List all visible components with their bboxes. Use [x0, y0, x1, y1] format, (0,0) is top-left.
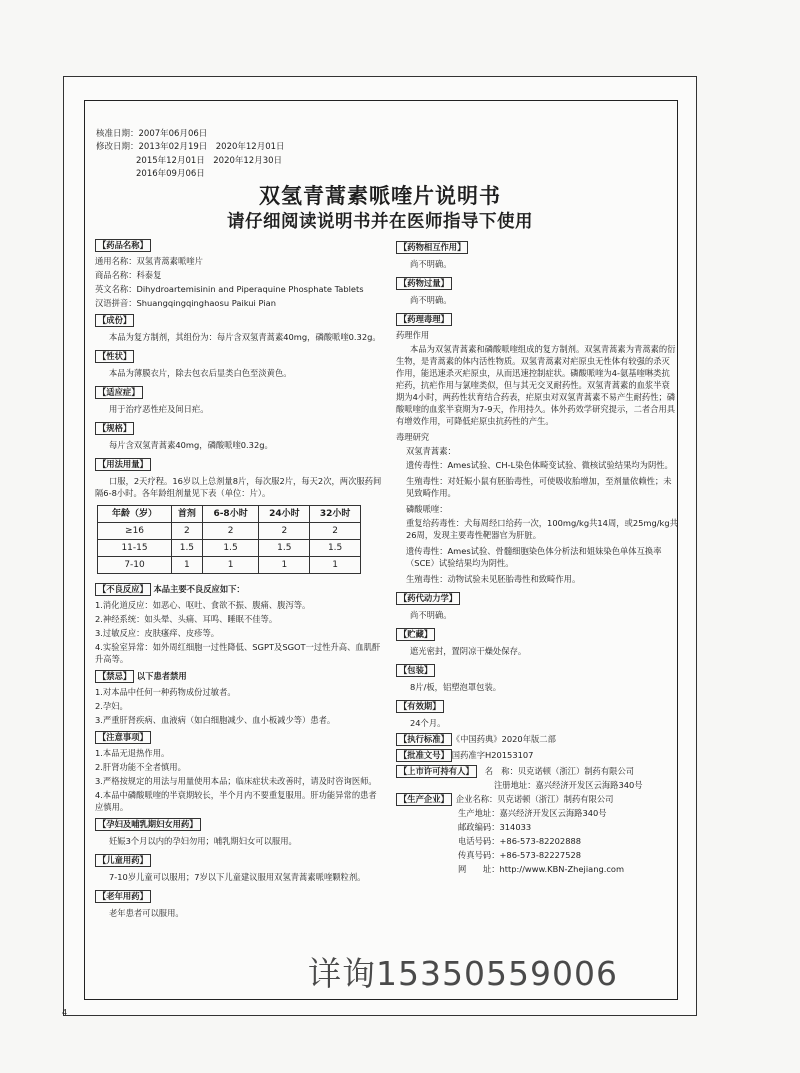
table-cell: 7-10 — [98, 557, 172, 574]
section-pediatric — [95, 851, 383, 883]
section-storage — [396, 625, 678, 657]
section-manufacturer — [396, 793, 678, 875]
list-item: 4.本品中磷酸哌喹的半衰期较长，半个月内不要重复服用。肝功能异常的患者应慎用。 — [95, 790, 377, 812]
table-header-row — [98, 506, 361, 523]
manufacturer-line: 邮政编码：314033 — [458, 822, 532, 832]
section-composition — [95, 311, 383, 343]
section-heading: 【上市许可持有人】 — [396, 765, 477, 778]
section-heading: 【禁忌】 — [95, 670, 134, 683]
section-text: 尚不明确。 — [410, 295, 452, 305]
section-text: 24个月。 — [410, 718, 446, 728]
section-precautions — [95, 728, 383, 813]
section-heading: 【有效期】 — [396, 700, 444, 713]
drug-trade-name: 商品名称：科泰复 — [95, 270, 162, 280]
section-usage — [95, 455, 383, 574]
section-text: 老年患者可以服用。 — [109, 908, 184, 918]
section-heading: 【药物过量】 — [396, 277, 452, 290]
page-number: 4 — [62, 1008, 68, 1017]
table-cell: ≥16 — [98, 523, 172, 540]
section-heading: 【儿童用药】 — [95, 854, 151, 867]
section-validity — [396, 697, 678, 729]
table-row — [98, 523, 361, 540]
table-header-cell: 年龄（岁） — [98, 506, 172, 523]
mah-name: 名 称：贝克诺顿（浙江）制药有限公司 — [484, 766, 635, 776]
page-title: 双氢青蒿素哌喹片说明书 — [259, 184, 501, 208]
date-line: 核准日期：2007年06月06日 — [96, 129, 208, 139]
section-pharmacokinetics — [396, 589, 678, 621]
section-heading: 【药代动力学】 — [396, 592, 460, 605]
section-heading: 【不良反应】 — [95, 583, 151, 596]
table-cell: 1.5 — [310, 540, 361, 557]
section-intro: 以下患者禁用 — [136, 671, 187, 681]
section-geriatric — [95, 887, 383, 919]
section-overdose — [396, 274, 678, 306]
table-header-cell: 24小时 — [259, 506, 310, 523]
section-heading: 【适应症】 — [95, 386, 143, 399]
section-heading: 【药理毒理】 — [396, 313, 452, 326]
revision-dates — [96, 128, 285, 182]
drug-english-name: 英文名称：Dihydroartemisinin and Piperaquine Phosphate Tablets — [95, 284, 364, 294]
section-pharmacology — [396, 310, 678, 585]
list-item: 1.本品无退热作用。 — [95, 748, 170, 758]
section-heading: 【用法用量】 — [95, 458, 151, 471]
section-intro: 本品主要不良反应如下： — [153, 584, 245, 594]
section-heading: 【性状】 — [95, 350, 134, 363]
mah-address: 注册地址：嘉兴经济开发区云海路340号 — [494, 780, 643, 790]
section-adverse-reactions — [95, 580, 383, 665]
section-standard — [396, 733, 678, 746]
section-heading: 【批准文号】 — [396, 749, 452, 762]
section-text: 用于治疗恶性疟及间日疟。 — [109, 404, 209, 414]
section-text: 8片/板，铝塑泡罩包装。 — [410, 682, 502, 692]
list-item: 生殖毒性：对妊娠小鼠有胚胎毒性，可使吸收胎增加，至剂量依赖性；未见致畸作用。 — [406, 476, 672, 498]
section-interactions — [396, 238, 678, 270]
section-heading: 【药品名称】 — [95, 239, 151, 252]
table-cell: 1 — [202, 557, 259, 574]
section-text: 遮光密封，置阴凉干燥处保存。 — [410, 646, 527, 656]
section-text: 本品为双氢青蒿素和磷酸哌喹组成的复方制剂。双氢青蒿素为青蒿素的衍生物，是青蒿素的体内活性物质。双氢青蒿素对疟原虫无性体有较强的杀灭作用，能迅速杀灭疟原虫，从而迅速控制症状。磷酸哌喹为4-氨基喹啉类抗疟药，抗疟作用与氯喹类似，但与其无交叉耐药性。双氢青蒿素的血浆半衰期为4小时，两药性状育结合药表，疟原虫对双氢青蒿素不易产生耐药性；磷酸哌喹的血浆半衰期为7-9天，作用持久。体外药效学研究提示，二者合用具有增效作用，可降低疟原虫抗药性的产生。 — [396, 344, 676, 426]
list-item: 2.神经系统：如头晕、头痛、耳鸣、睡眠不佳等。 — [95, 614, 278, 624]
section-pregnancy — [95, 815, 383, 847]
table-header-cell: 32小时 — [310, 506, 361, 523]
section-heading: 【贮藏】 — [396, 628, 435, 641]
section-heading: 【执行标准】 — [396, 733, 452, 746]
section-text: 国药准字H20153107 — [451, 750, 534, 760]
list-item: 1.消化道反应：如恶心、呕吐、食欲不振、腹痛、腹泻等。 — [95, 600, 311, 610]
section-drug-name — [95, 236, 383, 309]
section-text: 尚不明确。 — [410, 610, 452, 620]
section-text: 妊娠3个月以内的孕妇勿用；哺乳期妇女可以服用。 — [109, 836, 297, 846]
right-column — [396, 238, 678, 877]
section-heading: 【注意事项】 — [95, 731, 151, 744]
manufacturer-line: 传真号码：+86-573-82227528 — [458, 850, 582, 860]
section-character — [95, 347, 383, 379]
table-cell: 1 — [259, 557, 310, 574]
list-item: 遗传毒性：Ames试验、骨髓细胞染色体分析法和姐妹染色单体互换率（SCE）试验结果均为阴性。 — [406, 546, 662, 568]
section-heading: 【老年用药】 — [95, 890, 151, 903]
table-row — [98, 557, 361, 574]
list-item: 遗传毒性：Ames试验、CH-L染色体畸变试验、微核试验结果均为阴性。 — [406, 460, 673, 470]
manufacturer-line: 企业名称：贝克诺顿（浙江）制药有限公司 — [455, 794, 614, 804]
drug-pinyin-name: 汉语拼音：Shuangqingqinghaosu Paikui Pian — [95, 298, 276, 308]
section-heading: 【药物相互作用】 — [396, 241, 468, 254]
list-item: 生殖毒性：动物试验未见胚胎毒性和致畸作用。 — [406, 574, 581, 584]
list-item: 3.过敏反应：皮肤瘙痒、皮疹等。 — [95, 628, 220, 638]
section-text: 《中国药典》2020年版二部 — [451, 734, 556, 744]
subsection-label: 双氢青蒿素： — [406, 446, 456, 456]
list-item: 1.对本品中任何一种药物成份过敏者。 — [95, 687, 236, 697]
list-item: 重复给药毒性：犬每周经口给药一次，100mg/kg共14周，或25mg/kg共26周，发现主要毒性靶器官为肝脏。 — [406, 518, 678, 540]
list-item: 3.严格按规定的用法与用量使用本品；临床症状未改善时，请及时咨询医师。 — [95, 776, 377, 786]
table-cell: 1.5 — [202, 540, 259, 557]
dosage-table — [97, 505, 361, 574]
left-column — [95, 236, 383, 923]
manufacturer-line: 网 址：http://www.KBN-Zhejiang.com — [458, 864, 625, 874]
date-line: 修改日期：2013年02月19日 2020年12月01日 — [96, 142, 285, 153]
date-line: 2016年09月06日 — [136, 169, 205, 180]
section-specification — [95, 419, 383, 451]
section-indication — [95, 383, 383, 415]
table-cell: 2 — [202, 523, 259, 540]
subsection-title: 药理作用 — [396, 330, 430, 340]
list-item: 2.肝肾功能不全者慎用。 — [95, 762, 186, 772]
table-cell: 11-15 — [98, 540, 172, 557]
section-text: 7-10岁儿童可以服用；7岁以下儿童建议服用双氢青蒿素哌喹颗粒剂。 — [109, 872, 366, 882]
table-cell: 2 — [310, 523, 361, 540]
section-text: 本品为复方制剂，其组份为：每片含双氢青蒿素40mg，磷酸哌喹0.32g。 — [109, 332, 381, 342]
table-header-cell: 6-8小时 — [202, 506, 259, 523]
page-subtitle: 请仔细阅读说明书并在医师指导下使用 — [227, 212, 533, 232]
table-row — [98, 540, 361, 557]
table-cell: 2 — [172, 523, 203, 540]
list-item: 2.孕妇。 — [95, 701, 128, 711]
phone-watermark: 详询15350559006 — [308, 954, 618, 993]
subsection-title: 毒理研究 — [396, 432, 430, 442]
section-text: 每片含双氢青蒿素40mg，磷酸哌喹0.32g。 — [109, 440, 273, 450]
table-cell: 1.5 — [172, 540, 203, 557]
table-header-cell: 首剂 — [172, 506, 203, 523]
section-mah — [396, 765, 678, 791]
section-contraindications — [95, 667, 383, 726]
subsection-label: 磷酸哌喹： — [406, 504, 448, 514]
table-cell: 1.5 — [259, 540, 310, 557]
section-text: 口服，2天疗程。16岁以上总剂量8片，每次服2片，每天2次，两次服药间隔6-8小时。各年龄组剂量见下表（单位：片）。 — [95, 476, 382, 498]
section-package — [396, 661, 678, 693]
manufacturer-line: 电话号码：+86-573-82202888 — [458, 836, 582, 846]
section-heading: 【成份】 — [95, 314, 134, 327]
list-item: 3.严重肝肾疾病、血液病（如白细胞减少、血小板减少等）患者。 — [95, 715, 336, 725]
table-cell: 2 — [259, 523, 310, 540]
section-text: 尚不明确。 — [410, 259, 452, 269]
section-text: 本品为薄膜衣片，除去包衣后显类白色至淡黄色。 — [109, 368, 292, 378]
table-cell: 1 — [172, 557, 203, 574]
section-heading: 【规格】 — [95, 422, 134, 435]
date-line: 2015年12月01日 2020年12月30日 — [136, 155, 283, 166]
section-approval — [396, 749, 678, 762]
table-cell: 1 — [310, 557, 361, 574]
manufacturer-line: 生产地址：嘉兴经济开发区云海路340号 — [458, 808, 607, 818]
section-heading: 【生产企业】 — [396, 793, 452, 806]
section-heading: 【包装】 — [396, 664, 435, 677]
section-heading: 【孕妇及哺乳期妇女用药】 — [95, 818, 201, 831]
list-item: 4.实验室异常：如外周红细胞一过性降低、SGPT及SGOT一过性升高、血肌酐升高等。 — [95, 642, 381, 664]
drug-generic-name: 通用名称：双氢青蒿素哌喹片 — [95, 256, 203, 266]
